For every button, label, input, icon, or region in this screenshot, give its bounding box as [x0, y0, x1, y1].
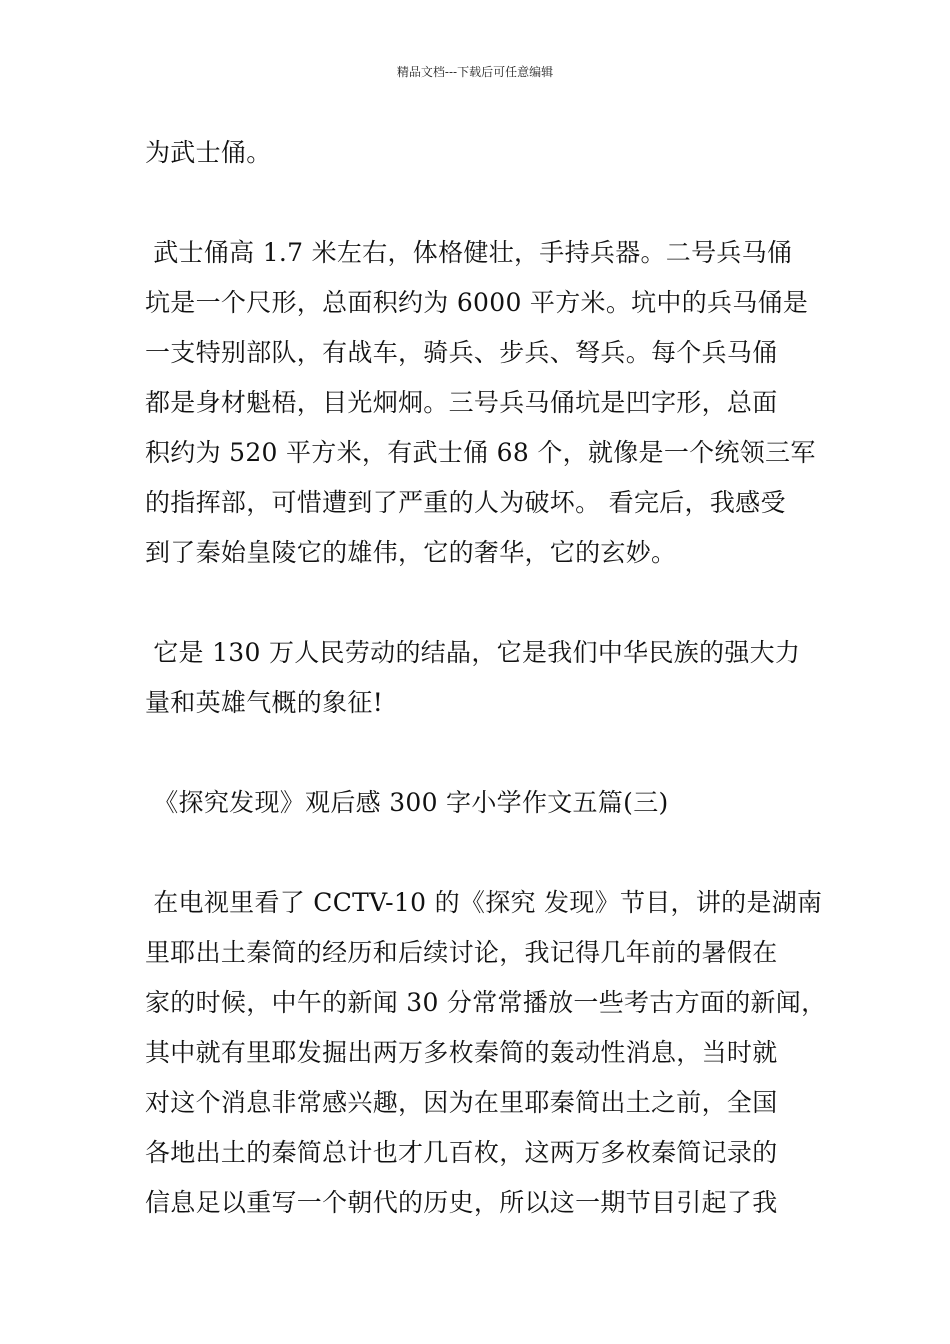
text-line: 家的时候，中午的新闻 30 分常常播放一些考古方面的新闻， [145, 988, 827, 1017]
document-body [145, 128, 827, 1228]
text-line: 都是身材魁梧，目光炯炯。三号兵马俑坑是凹字形，总面 [145, 388, 778, 417]
paragraph [145, 628, 810, 728]
text-line: 坑是一个尺形，总面积约为 6000 平方米。坑中的兵马俑是 [145, 288, 809, 317]
paragraph [145, 878, 827, 1228]
text-line: 到了秦始皇陵它的雄伟，它的奢华，它的玄妙。 [145, 538, 677, 567]
text-line: 武士俑高 1.7 米左右，体格健壮，手持兵器。二号兵马俑 [145, 238, 793, 267]
text-line: 的指挥部，可惜遭到了严重的人为破坏。 看完后，我感受 [145, 488, 786, 517]
text-line: 它是 130 万人民劳动的结晶，它是我们中华民族的强大力 [145, 638, 801, 667]
page-header: 精品文档---下载后可任意编辑 [396, 65, 554, 79]
text-line: 信息足以重写一个朝代的历史，所以这一期节目引起了我 [145, 1188, 778, 1217]
text-line: 为武士俑。 [145, 138, 272, 167]
text-line: 一支特别部队，有战车，骑兵、步兵、弩兵。每个兵马俑 [145, 338, 778, 367]
section-heading [145, 778, 810, 828]
text-line: 对这个消息非常感兴趣，因为在里耶秦简出土之前，全国 [145, 1088, 778, 1117]
paragraph [145, 128, 810, 178]
heading-line: 《探究发现》观后感 300 字小学作文五篇(三) [145, 788, 669, 817]
text-line: 各地出土的秦简总计也才几百枚，这两万多枚秦简记录的 [145, 1138, 778, 1167]
text-line: 里耶出土秦简的经历和后续讨论，我记得几年前的暑假在 [145, 938, 778, 967]
paragraph [145, 228, 816, 578]
text-line: 其中就有里耶发掘出两万多枚秦简的轰动性消息，当时就 [145, 1038, 778, 1067]
text-line: 在电视里看了 CCTV-10 的《探究 发现》节目，讲的是湖南 [145, 888, 823, 917]
text-line: 量和英雄气概的象征! [145, 688, 384, 717]
text-line: 积约为 520 平方米，有武士俑 68 个，就像是一个统领三军 [145, 438, 816, 467]
